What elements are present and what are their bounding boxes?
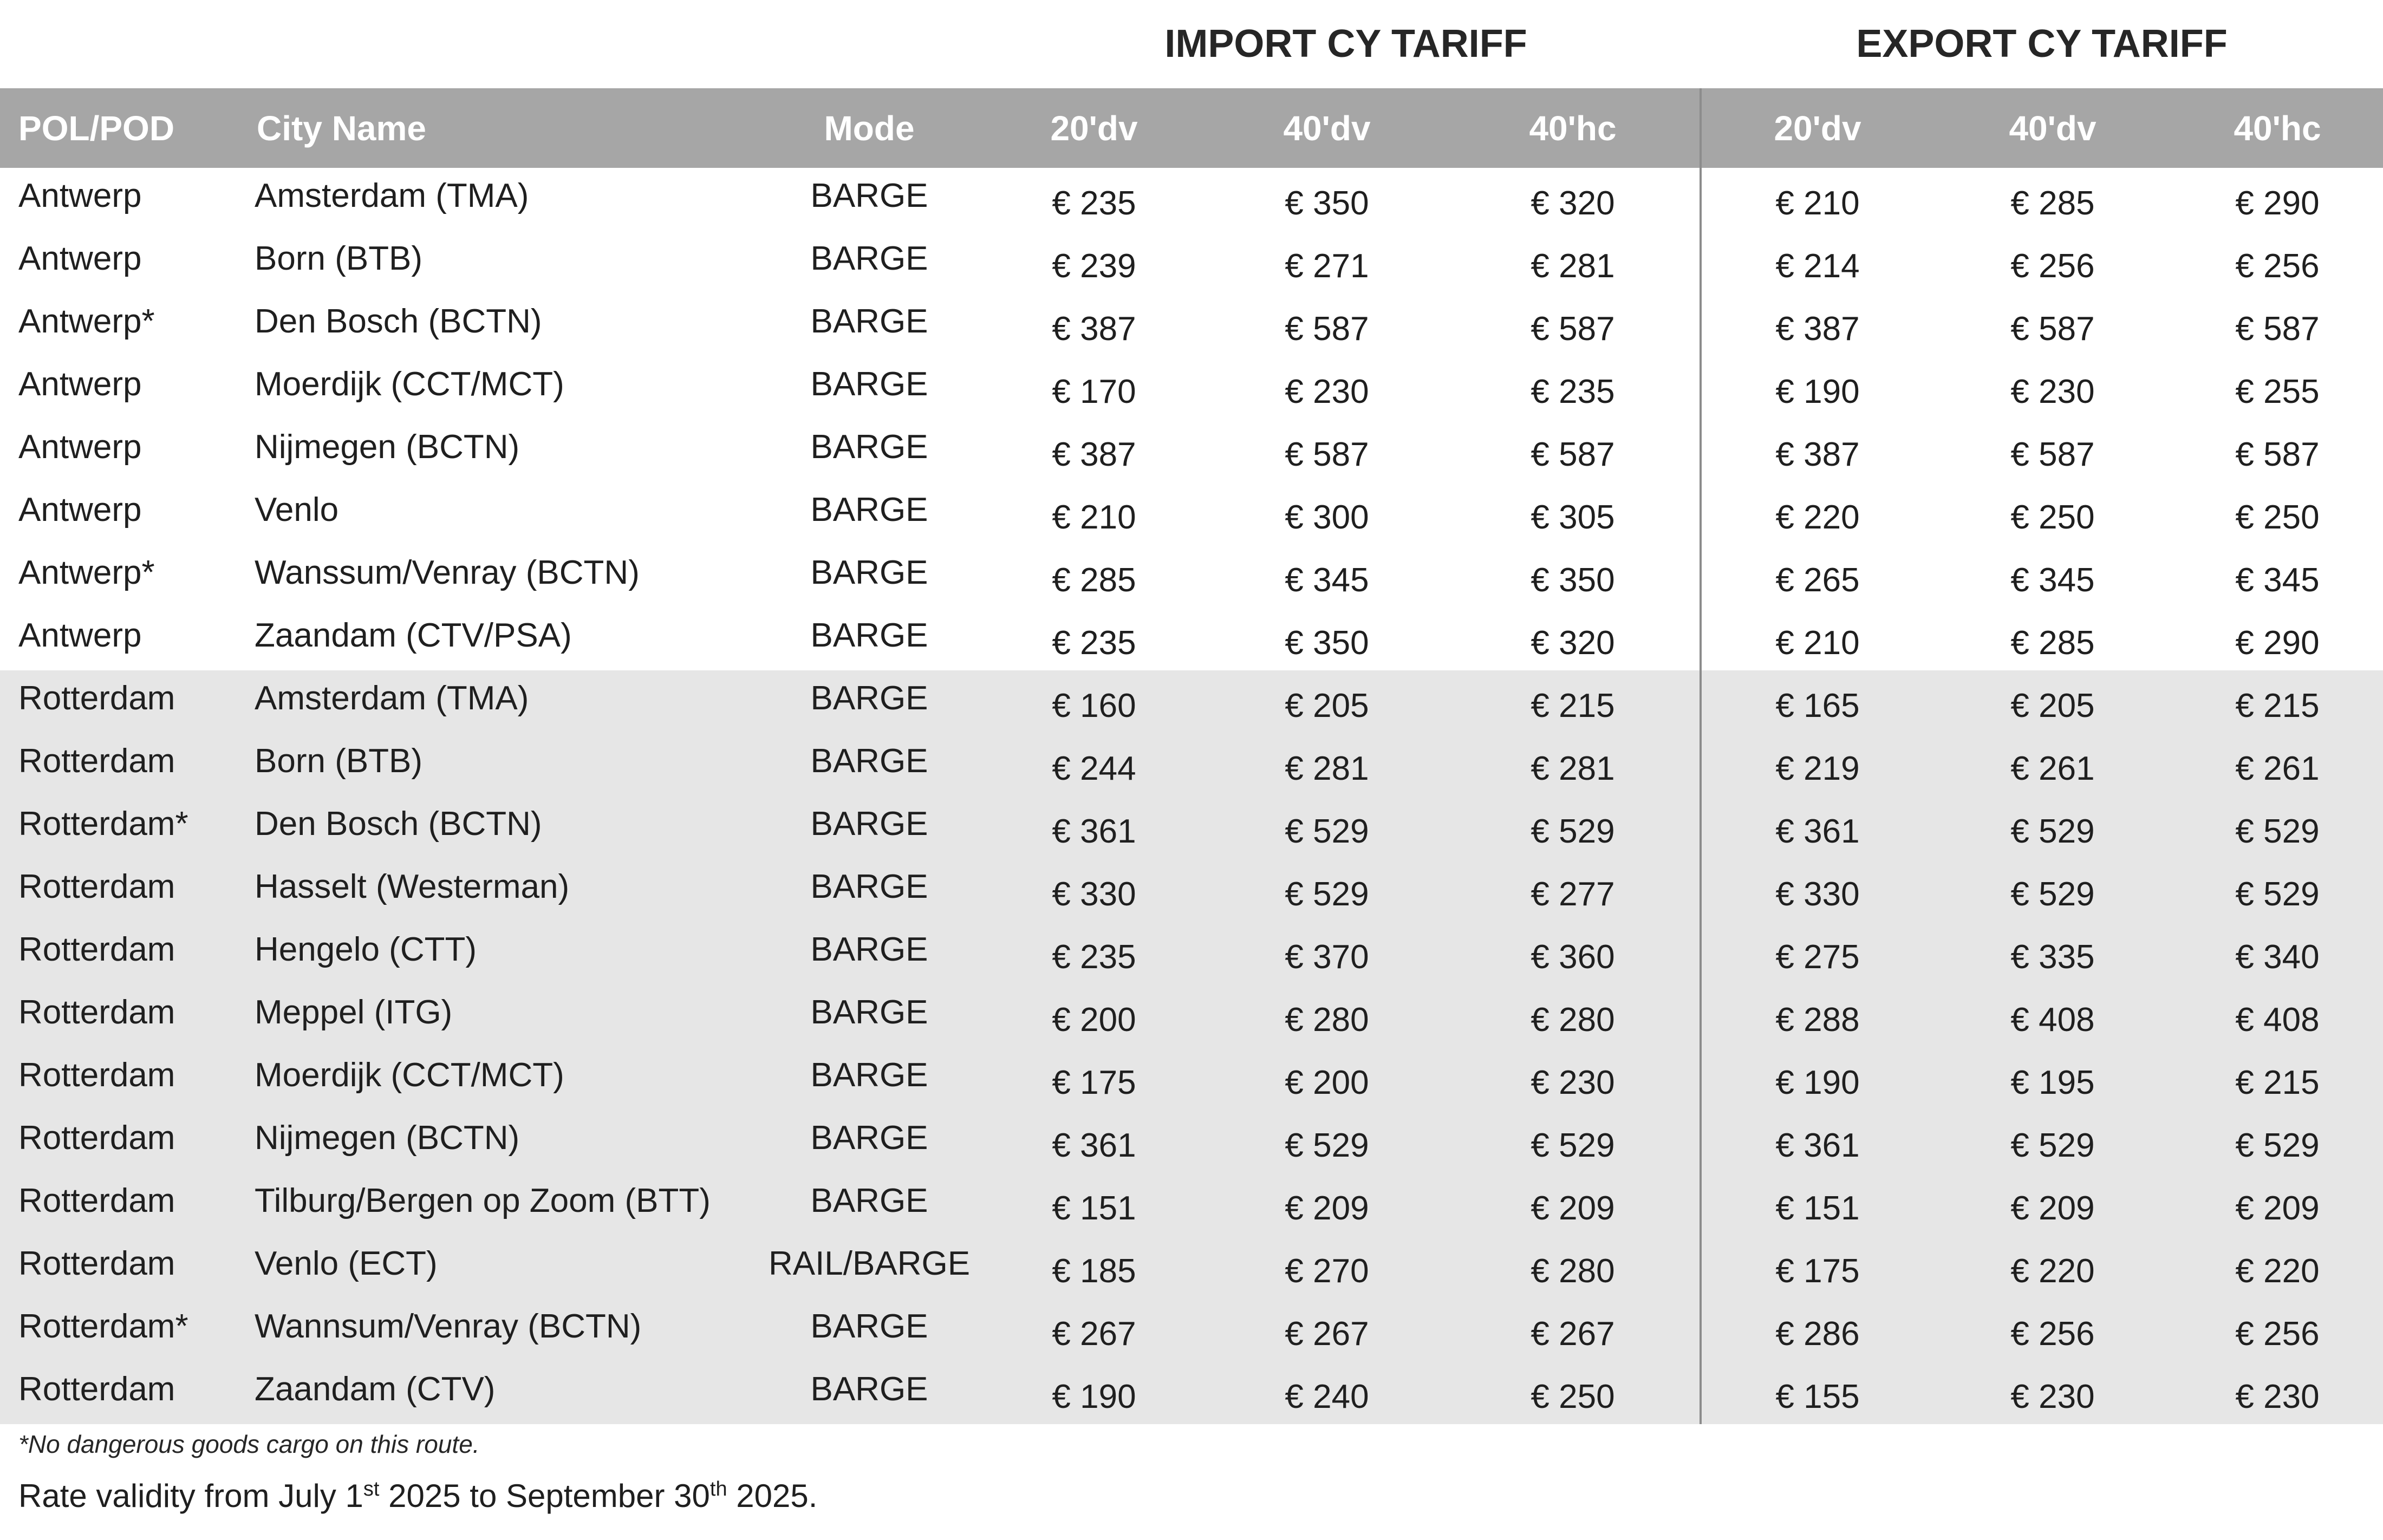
cell-pol-pod: Antwerp bbox=[18, 491, 142, 528]
table-row bbox=[0, 859, 2383, 922]
cell-pol-pod: Antwerp bbox=[18, 365, 142, 403]
cell-export-40dv: € 209 bbox=[2010, 1189, 2095, 1227]
cell-export-40dv: € 285 bbox=[2010, 624, 2095, 662]
cell-export-20dv: € 387 bbox=[1701, 419, 1933, 482]
cell-city-name: Born (BTB) bbox=[255, 239, 423, 277]
cell-mode: BARGE bbox=[810, 1119, 928, 1157]
cell-export-40dv: € 230 bbox=[2010, 1378, 2095, 1415]
cell-pol-pod: Rotterdam bbox=[18, 1370, 175, 1408]
table-body bbox=[0, 168, 2383, 1424]
cell-city-name: Nijmegen (BCTN) bbox=[255, 1119, 520, 1157]
header-export-40hc: 40'hc bbox=[2234, 108, 2321, 148]
cell-import-20dv: € 185 bbox=[1052, 1252, 1136, 1290]
cell-import-40dv: € 270 bbox=[1285, 1252, 1369, 1290]
cell-export-40dv: € 195 bbox=[2010, 1063, 2095, 1101]
cell-export-40hc: € 587 bbox=[2235, 310, 2320, 348]
header-pol-pod: POL/POD bbox=[18, 108, 175, 148]
cell-city-name: Moerdijk (CCT/MCT) bbox=[255, 365, 564, 403]
header-mode: Mode bbox=[824, 108, 915, 148]
cell-mode: BARGE bbox=[810, 930, 928, 968]
cell-mode: BARGE bbox=[810, 1182, 928, 1219]
cell-mode: BARGE bbox=[810, 616, 928, 654]
cell-export-40dv: € 587 bbox=[2010, 310, 2095, 348]
cell-city-name: Hasselt (Westerman) bbox=[255, 867, 570, 905]
cell-export-40hc: € 345 bbox=[2235, 561, 2320, 599]
cell-import-40hc: € 230 bbox=[1531, 1063, 1615, 1101]
table-row bbox=[0, 984, 2383, 1047]
cell-import-40hc: € 280 bbox=[1531, 1001, 1615, 1039]
table-row bbox=[0, 670, 2383, 733]
cell-export-40hc: € 408 bbox=[2235, 1001, 2320, 1039]
cell-import-20dv: € 361 bbox=[1052, 1126, 1136, 1164]
cell-city-name: Amsterdam (TMA) bbox=[255, 679, 529, 717]
cell-import-40hc: € 250 bbox=[1531, 1378, 1615, 1415]
cell-mode: BARGE bbox=[810, 365, 928, 403]
cell-export-40hc: € 230 bbox=[2235, 1378, 2320, 1415]
cell-pol-pod: Rotterdam bbox=[18, 1056, 175, 1094]
cell-pol-pod: Rotterdam bbox=[18, 742, 175, 780]
cell-city-name: Venlo bbox=[255, 491, 339, 528]
cell-export-20dv: € 387 bbox=[1701, 293, 1933, 356]
rate-validity bbox=[18, 1477, 817, 1515]
cell-export-20dv: € 265 bbox=[1701, 545, 1933, 608]
cell-import-20dv: € 200 bbox=[1052, 1001, 1136, 1039]
cell-export-40dv: € 230 bbox=[2010, 373, 2095, 410]
cell-export-40hc: € 290 bbox=[2235, 184, 2320, 222]
cell-export-20dv: € 219 bbox=[1701, 733, 1933, 796]
cell-import-40dv: € 205 bbox=[1285, 687, 1369, 725]
cell-pol-pod: Rotterdam bbox=[18, 1119, 175, 1157]
cell-city-name: Moerdijk (CCT/MCT) bbox=[255, 1056, 564, 1094]
cell-import-20dv: € 151 bbox=[1052, 1189, 1136, 1227]
cell-import-40hc: € 529 bbox=[1531, 812, 1615, 850]
cell-import-20dv: € 235 bbox=[1052, 624, 1136, 662]
cell-import-20dv: € 160 bbox=[1052, 687, 1136, 725]
cell-import-40dv: € 587 bbox=[1285, 435, 1369, 473]
cell-import-20dv: € 210 bbox=[1052, 498, 1136, 536]
cell-mode: BARGE bbox=[810, 1307, 928, 1345]
cell-import-40dv: € 300 bbox=[1285, 498, 1369, 536]
cell-export-40dv: € 335 bbox=[2010, 938, 2095, 976]
validity-sup-2: th bbox=[709, 1478, 727, 1500]
cell-import-40hc: € 281 bbox=[1531, 749, 1615, 787]
cell-import-40dv: € 529 bbox=[1285, 812, 1369, 850]
cell-import-40hc: € 215 bbox=[1531, 687, 1615, 725]
cell-import-40hc: € 350 bbox=[1531, 561, 1615, 599]
cell-export-40dv: € 587 bbox=[2010, 435, 2095, 473]
table-row bbox=[0, 419, 2383, 482]
cell-mode: BARGE bbox=[810, 679, 928, 717]
cell-export-20dv: € 165 bbox=[1701, 670, 1933, 733]
table-row bbox=[0, 231, 2383, 293]
cell-export-20dv: € 220 bbox=[1701, 482, 1933, 545]
cell-mode: BARGE bbox=[810, 993, 928, 1031]
cell-city-name: Meppel (ITG) bbox=[255, 993, 453, 1031]
cell-export-40dv: € 408 bbox=[2010, 1001, 2095, 1039]
cell-import-40dv: € 230 bbox=[1285, 373, 1369, 410]
table-row bbox=[0, 482, 2383, 545]
table-row bbox=[0, 608, 2383, 670]
cell-import-40hc: € 267 bbox=[1531, 1315, 1615, 1353]
cell-pol-pod: Antwerp* bbox=[18, 302, 155, 340]
cell-import-20dv: € 361 bbox=[1052, 812, 1136, 850]
cell-export-40hc: € 529 bbox=[2235, 812, 2320, 850]
cell-import-20dv: € 387 bbox=[1052, 310, 1136, 348]
cell-import-20dv: € 387 bbox=[1052, 435, 1136, 473]
table-row bbox=[0, 1047, 2383, 1110]
cell-import-40hc: € 277 bbox=[1531, 875, 1615, 913]
cell-export-40hc: € 215 bbox=[2235, 1063, 2320, 1101]
cell-export-40dv: € 345 bbox=[2010, 561, 2095, 599]
cell-import-40dv: € 271 bbox=[1285, 247, 1369, 285]
header-row bbox=[0, 88, 2383, 168]
cell-pol-pod: Antwerp bbox=[18, 177, 142, 214]
header-export-20dv: 20'dv bbox=[1701, 88, 1933, 168]
cell-import-40hc: € 280 bbox=[1531, 1252, 1615, 1290]
cell-city-name: Venlo (ECT) bbox=[255, 1244, 438, 1282]
cell-pol-pod: Rotterdam* bbox=[18, 1307, 188, 1345]
cell-pol-pod: Rotterdam bbox=[18, 867, 175, 905]
cell-mode: BARGE bbox=[810, 239, 928, 277]
table-row bbox=[0, 1110, 2383, 1173]
cell-mode: BARGE bbox=[810, 491, 928, 528]
header-city-name: City Name bbox=[257, 108, 426, 148]
cell-export-40dv: € 250 bbox=[2010, 498, 2095, 536]
cell-pol-pod: Antwerp* bbox=[18, 553, 155, 591]
cell-export-40hc: € 529 bbox=[2235, 1126, 2320, 1164]
cell-import-40hc: € 281 bbox=[1531, 247, 1615, 285]
export-tariff-title: EXPORT CY TARIFF bbox=[1856, 22, 2228, 66]
cell-city-name: Born (BTB) bbox=[255, 742, 423, 780]
cell-import-20dv: € 170 bbox=[1052, 373, 1136, 410]
cell-export-40dv: € 529 bbox=[2010, 812, 2095, 850]
table-row bbox=[0, 922, 2383, 984]
cell-export-40dv: € 529 bbox=[2010, 875, 2095, 913]
cell-mode: RAIL/BARGE bbox=[768, 1244, 971, 1282]
header-export-40dv: 40'dv bbox=[2009, 108, 2096, 148]
cell-city-name: Zaandam (CTV/PSA) bbox=[255, 616, 572, 654]
cell-import-40dv: € 281 bbox=[1285, 749, 1369, 787]
cell-export-40hc: € 250 bbox=[2235, 498, 2320, 536]
cell-import-20dv: € 285 bbox=[1052, 561, 1136, 599]
validity-sup-1: st bbox=[363, 1478, 380, 1500]
cell-import-40dv: € 200 bbox=[1285, 1063, 1369, 1101]
table-row bbox=[0, 1298, 2383, 1361]
cell-import-40dv: € 345 bbox=[1285, 561, 1369, 599]
cell-export-20dv: € 210 bbox=[1701, 168, 1933, 231]
cell-export-40hc: € 220 bbox=[2235, 1252, 2320, 1290]
import-tariff-title: IMPORT CY TARIFF bbox=[1164, 22, 1527, 66]
table-row bbox=[0, 796, 2383, 859]
table-row bbox=[0, 1361, 2383, 1424]
cell-export-20dv: € 361 bbox=[1701, 796, 1933, 859]
cell-city-name: Wannsum/Venray (BCTN) bbox=[255, 1307, 642, 1345]
cell-pol-pod: Rotterdam bbox=[18, 1182, 175, 1219]
cell-import-40hc: € 529 bbox=[1531, 1126, 1615, 1164]
cell-mode: BARGE bbox=[810, 428, 928, 466]
cell-mode: BARGE bbox=[810, 302, 928, 340]
cell-pol-pod: Rotterdam bbox=[18, 930, 175, 968]
table-row bbox=[0, 1236, 2383, 1298]
cell-import-40hc: € 587 bbox=[1531, 435, 1615, 473]
cell-import-20dv: € 175 bbox=[1052, 1063, 1136, 1101]
cell-export-40hc: € 209 bbox=[2235, 1189, 2320, 1227]
validity-middle: 2025 to September 30 bbox=[379, 1478, 710, 1514]
section-titles bbox=[0, 0, 2383, 88]
cell-city-name: Zaandam (CTV) bbox=[255, 1370, 496, 1408]
cell-import-40dv: € 370 bbox=[1285, 938, 1369, 976]
cell-import-40dv: € 587 bbox=[1285, 310, 1369, 348]
cell-pol-pod: Rotterdam bbox=[18, 679, 175, 717]
cell-export-20dv: € 330 bbox=[1701, 859, 1933, 922]
header-import-40hc: 40'hc bbox=[1529, 108, 1617, 148]
cell-export-20dv: € 361 bbox=[1701, 1110, 1933, 1173]
cell-export-40hc: € 215 bbox=[2235, 687, 2320, 725]
table-row bbox=[0, 356, 2383, 419]
cell-import-40hc: € 209 bbox=[1531, 1189, 1615, 1227]
cell-city-name: Den Bosch (BCTN) bbox=[255, 302, 542, 340]
cell-import-40dv: € 529 bbox=[1285, 1126, 1369, 1164]
cell-mode: BARGE bbox=[810, 553, 928, 591]
cell-import-40hc: € 305 bbox=[1531, 498, 1615, 536]
cell-import-20dv: € 244 bbox=[1052, 749, 1136, 787]
cell-mode: BARGE bbox=[810, 742, 928, 780]
cell-import-40hc: € 235 bbox=[1531, 373, 1615, 410]
cell-pol-pod: Antwerp bbox=[18, 428, 142, 466]
cell-import-20dv: € 330 bbox=[1052, 875, 1136, 913]
cell-export-40dv: € 205 bbox=[2010, 687, 2095, 725]
cell-export-40hc: € 256 bbox=[2235, 247, 2320, 285]
cell-export-40hc: € 261 bbox=[2235, 749, 2320, 787]
cell-export-40dv: € 256 bbox=[2010, 1315, 2095, 1353]
cell-city-name: Wanssum/Venray (BCTN) bbox=[255, 553, 640, 591]
cell-export-40dv: € 261 bbox=[2010, 749, 2095, 787]
cell-import-40dv: € 350 bbox=[1285, 624, 1369, 662]
cell-city-name: Amsterdam (TMA) bbox=[255, 177, 529, 214]
cell-export-40dv: € 285 bbox=[2010, 184, 2095, 222]
cell-import-40dv: € 529 bbox=[1285, 875, 1369, 913]
cell-import-20dv: € 190 bbox=[1052, 1378, 1136, 1415]
cell-export-40hc: € 255 bbox=[2235, 373, 2320, 410]
cell-mode: BARGE bbox=[810, 1056, 928, 1094]
cell-import-40dv: € 267 bbox=[1285, 1315, 1369, 1353]
cell-export-20dv: € 151 bbox=[1701, 1173, 1933, 1236]
cell-import-20dv: € 235 bbox=[1052, 184, 1136, 222]
cell-mode: BARGE bbox=[810, 1370, 928, 1408]
cell-import-20dv: € 235 bbox=[1052, 938, 1136, 976]
cell-pol-pod: Rotterdam bbox=[18, 1244, 175, 1282]
cell-import-20dv: € 267 bbox=[1052, 1315, 1136, 1353]
cell-export-40dv: € 220 bbox=[2010, 1252, 2095, 1290]
cell-import-40dv: € 280 bbox=[1285, 1001, 1369, 1039]
table-row bbox=[0, 733, 2383, 796]
cell-city-name: Den Bosch (BCTN) bbox=[255, 805, 542, 843]
cell-export-40hc: € 290 bbox=[2235, 624, 2320, 662]
cell-export-20dv: € 286 bbox=[1701, 1298, 1933, 1361]
cell-export-40hc: € 587 bbox=[2235, 435, 2320, 473]
table-header bbox=[0, 88, 2383, 168]
cell-export-40hc: € 256 bbox=[2235, 1315, 2320, 1353]
cell-export-20dv: € 214 bbox=[1701, 231, 1933, 293]
cell-pol-pod: Rotterdam* bbox=[18, 805, 188, 843]
cell-import-40dv: € 350 bbox=[1285, 184, 1369, 222]
cell-export-40hc: € 340 bbox=[2235, 938, 2320, 976]
table-row bbox=[0, 168, 2383, 231]
cell-city-name: Nijmegen (BCTN) bbox=[255, 428, 520, 466]
cell-pol-pod: Antwerp bbox=[18, 239, 142, 277]
cell-import-40hc: € 320 bbox=[1531, 624, 1615, 662]
cell-import-40hc: € 360 bbox=[1531, 938, 1615, 976]
table-row bbox=[0, 293, 2383, 356]
cell-export-20dv: € 275 bbox=[1701, 922, 1933, 984]
validity-suffix: 2025. bbox=[727, 1478, 818, 1514]
header-import-20dv: 20'dv bbox=[1050, 108, 1138, 148]
cell-import-40hc: € 587 bbox=[1531, 310, 1615, 348]
cell-export-20dv: € 155 bbox=[1701, 1361, 1933, 1424]
cell-mode: BARGE bbox=[810, 867, 928, 905]
cell-import-40dv: € 209 bbox=[1285, 1189, 1369, 1227]
cell-city-name: Tilburg/Bergen op Zoom (BTT) bbox=[255, 1182, 711, 1219]
cell-import-20dv: € 239 bbox=[1052, 247, 1136, 285]
table-row bbox=[0, 1173, 2383, 1236]
validity-prefix: Rate validity from July 1 bbox=[18, 1478, 363, 1514]
cell-export-40dv: € 529 bbox=[2010, 1126, 2095, 1164]
cell-export-20dv: € 190 bbox=[1701, 356, 1933, 419]
cell-import-40hc: € 320 bbox=[1531, 184, 1615, 222]
cell-city-name: Hengelo (CTT) bbox=[255, 930, 477, 968]
header-import-40dv: 40'dv bbox=[1283, 108, 1371, 148]
tariff-table bbox=[0, 88, 2383, 1424]
cell-export-20dv: € 288 bbox=[1701, 984, 1933, 1047]
cell-export-20dv: € 175 bbox=[1701, 1236, 1933, 1298]
cell-mode: BARGE bbox=[810, 177, 928, 214]
table-row bbox=[0, 545, 2383, 608]
footnote: *No dangerous goods cargo on this route. bbox=[18, 1430, 480, 1458]
cell-export-20dv: € 210 bbox=[1701, 608, 1933, 670]
cell-export-20dv: € 190 bbox=[1701, 1047, 1933, 1110]
cell-pol-pod: Antwerp bbox=[18, 616, 142, 654]
cell-export-40dv: € 256 bbox=[2010, 247, 2095, 285]
cell-pol-pod: Rotterdam bbox=[18, 993, 175, 1031]
cell-export-40hc: € 529 bbox=[2235, 875, 2320, 913]
cell-mode: BARGE bbox=[810, 805, 928, 843]
cell-import-40dv: € 240 bbox=[1285, 1378, 1369, 1415]
